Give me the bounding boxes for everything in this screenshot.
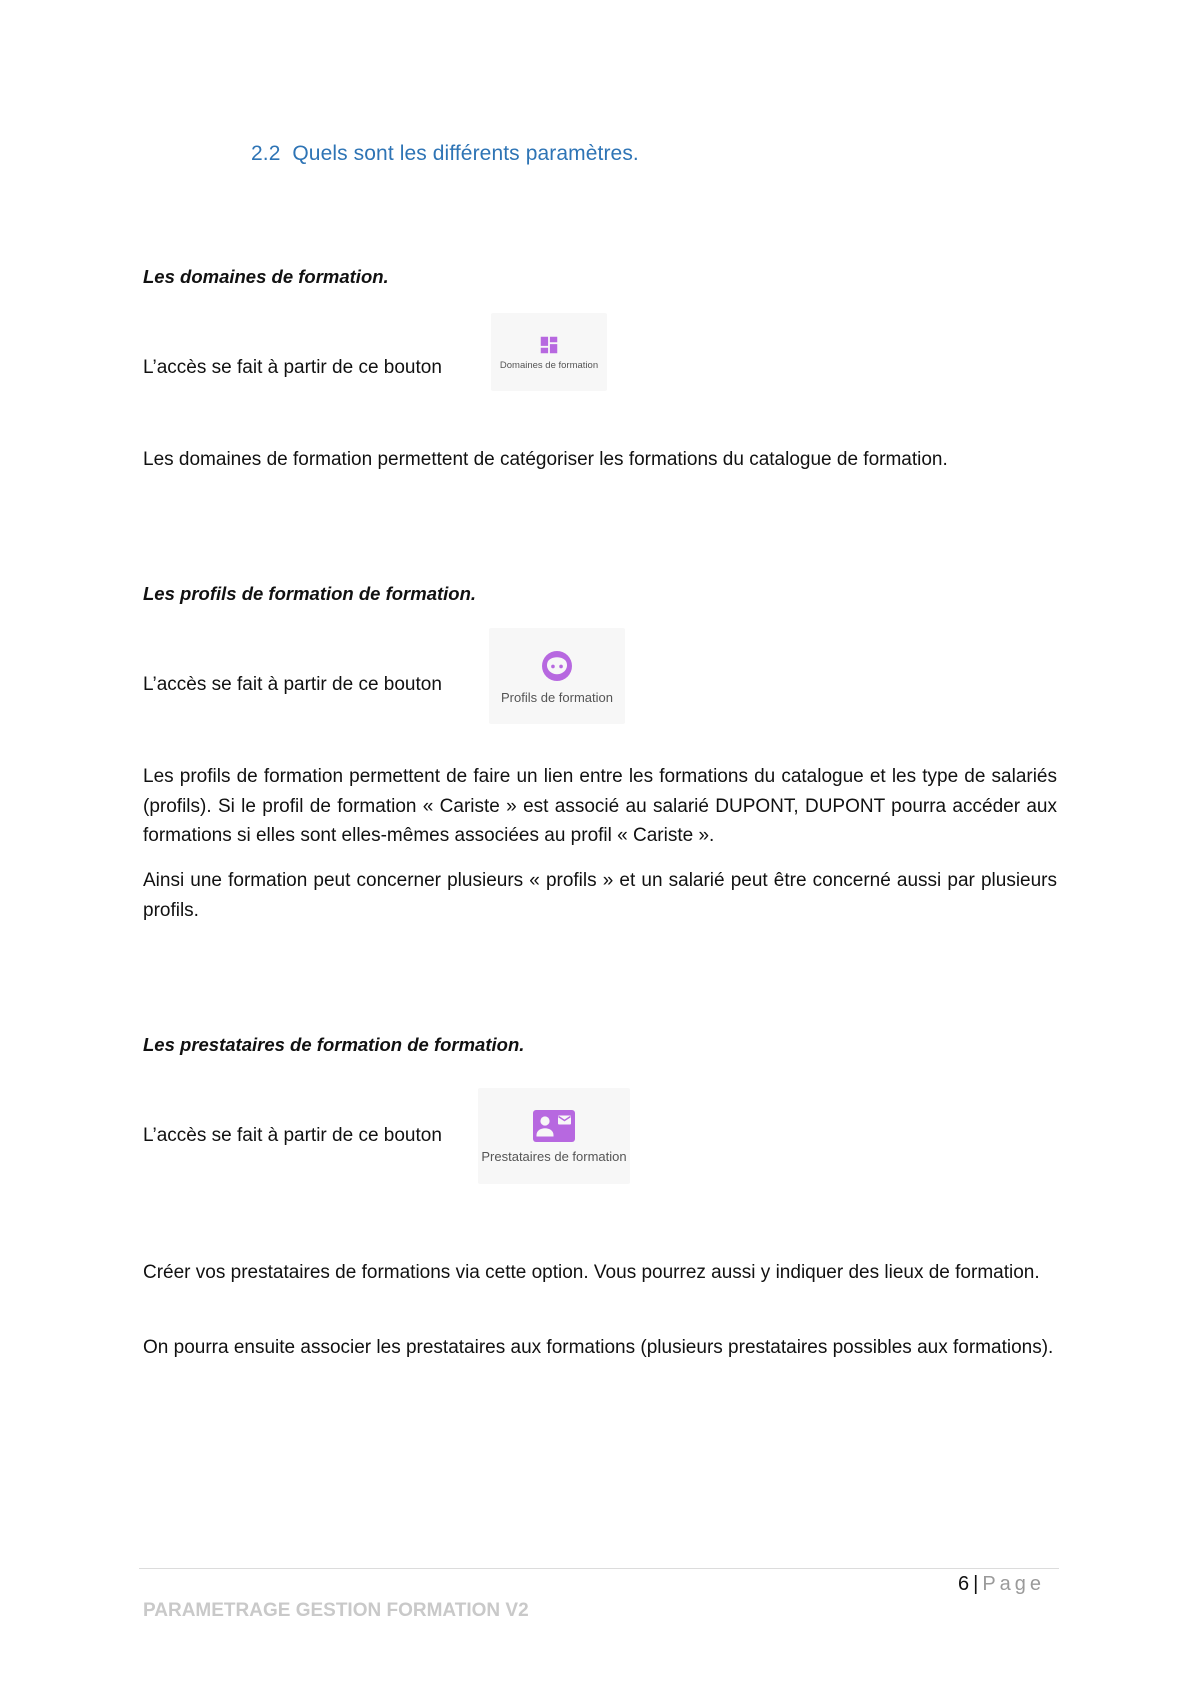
subsection-title-profils: Les profils de formation de formation. <box>143 583 477 604</box>
access-text-domaines: L’accès se fait à partir de ce bouton <box>143 357 442 378</box>
dashboard-icon <box>538 334 560 356</box>
contact-mail-icon <box>532 1109 576 1143</box>
subsection-title-domaines: Les domaines de formation. <box>143 266 389 287</box>
subsection-title-prestataires: Les prestataires de formation de formation. <box>143 1034 525 1055</box>
access-text-profils: L’accès se fait à partir de ce bouton <box>143 674 442 695</box>
domaines-de-formation-button[interactable] <box>491 313 607 391</box>
paragraph: Les domaines de formation permettent de catégoriser les formations du catalogue de formation. <box>143 449 948 470</box>
paragraph: Les profils de formation permettent de faire un lien entre les formations du catalogue et les type de salariés (profils). Si le profil de formation « Cariste » est associé au salarié DUPONT, DUPONT pourra accéder aux formations si elles sont elles-mêmes associées au profil « Cariste ». <box>143 766 1057 846</box>
section-heading-text: Quels sont les différents paramètres. <box>292 142 639 165</box>
button-label: Profils de formation <box>501 689 613 705</box>
section-heading <box>251 142 639 166</box>
page-word: Page <box>982 1573 1046 1595</box>
page-number <box>958 1573 1045 1596</box>
prestataires-de-formation-button[interactable] <box>478 1088 630 1184</box>
access-text-prestataires: L’accès se fait à partir de ce bouton <box>143 1125 442 1146</box>
paragraph: Ainsi une formation peut concerner plusieurs « profils » et un salarié peut être concerné aussi par plusieurs profils. <box>143 870 1057 921</box>
button-label: Prestataires de formation <box>481 1148 627 1164</box>
paragraph: Créer vos prestataires de formations via cette option. Vous pourrez aussi y indiquer des lieux de formation. <box>143 1262 1040 1283</box>
section-number: 2.2 <box>251 142 281 165</box>
face-icon <box>539 648 575 684</box>
page-number-value: 6 <box>958 1573 970 1595</box>
footer-divider <box>139 1568 1059 1569</box>
page-number-separator: | <box>973 1573 979 1595</box>
footer-document-title: PARAMETRAGE GESTION FORMATION V2 <box>143 1600 529 1621</box>
profils-de-formation-button[interactable] <box>489 628 625 724</box>
paragraph: On pourra ensuite associer les prestataires aux formations (plusieurs prestataires possibles aux formations). <box>143 1337 1054 1358</box>
button-label: Domaines de formation <box>499 359 599 371</box>
